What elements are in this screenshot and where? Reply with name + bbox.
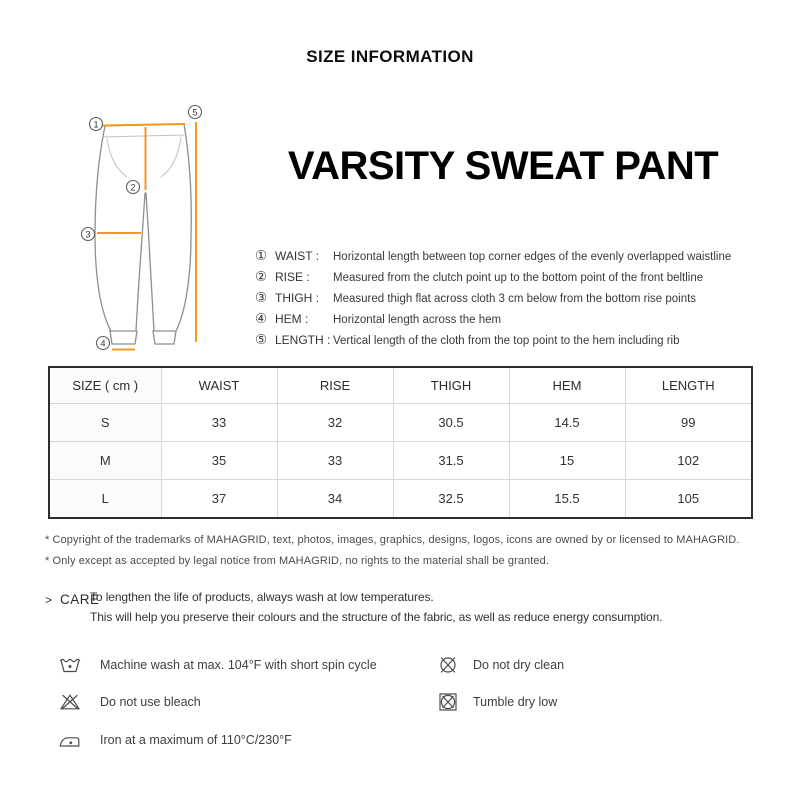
waist-cell: 37 bbox=[161, 480, 277, 519]
col-header-hem: HEM bbox=[509, 367, 625, 404]
measurement-item-thigh bbox=[255, 287, 765, 308]
table-row-s bbox=[49, 404, 752, 442]
col-header-waist: WAIST bbox=[161, 367, 277, 404]
col-header-length: LENGTH bbox=[625, 367, 752, 404]
length-cell: 105 bbox=[625, 480, 752, 519]
measurement-number: ① bbox=[255, 248, 268, 263]
care-description-line-1: To lengthen the life of products, always wash at low temperatures. bbox=[90, 590, 434, 604]
waist-cell: 33 bbox=[161, 404, 277, 442]
col-header-rise: RISE bbox=[277, 367, 393, 404]
svg-text:2: 2 bbox=[130, 182, 136, 193]
care-item-do-not-dry-clean bbox=[436, 652, 564, 678]
thigh-cell: 30.5 bbox=[393, 404, 509, 442]
do-not-bleach-icon bbox=[58, 692, 82, 712]
svg-text:4: 4 bbox=[100, 338, 106, 349]
pants-seams-graphic bbox=[104, 135, 184, 177]
waist-cell: 35 bbox=[161, 442, 277, 480]
copyright-notes bbox=[45, 530, 739, 572]
care-item-text: Tumble dry low bbox=[473, 695, 558, 709]
measurement-item-rise bbox=[255, 266, 765, 287]
iron-max-icon bbox=[58, 730, 82, 750]
hem-cell: 15.5 bbox=[509, 480, 625, 519]
rise-cell: 32 bbox=[277, 404, 393, 442]
tumble-dry-low-icon bbox=[436, 692, 460, 712]
svg-text:1: 1 bbox=[93, 119, 99, 130]
care-item-tumble-dry-low bbox=[436, 689, 557, 715]
care-item-machine-wash bbox=[58, 652, 377, 678]
care-item-text: Do not dry clean bbox=[473, 658, 565, 672]
marker-5 bbox=[189, 106, 202, 119]
measurement-item-hem bbox=[255, 308, 765, 329]
chevron-right-icon: > bbox=[45, 592, 53, 607]
do-not-dry-clean-icon bbox=[436, 655, 460, 675]
table-row-m bbox=[49, 442, 752, 480]
marker-1 bbox=[90, 118, 103, 131]
rise-cell: 34 bbox=[277, 480, 393, 519]
care-description bbox=[90, 588, 662, 627]
care-item-text: Do not use bleach bbox=[100, 695, 201, 709]
measurement-legend bbox=[255, 245, 765, 350]
size-cell: S bbox=[49, 404, 161, 442]
product-title: VARSITY SWEAT PANT bbox=[287, 144, 719, 188]
length-cell: 99 bbox=[625, 404, 752, 442]
measurement-item-length bbox=[255, 329, 765, 350]
care-item-text: Iron at a maximum of 110°C/230°F bbox=[100, 733, 292, 747]
table-row-l bbox=[49, 480, 752, 519]
measurement-label: THIGH : bbox=[275, 291, 319, 305]
svg-text:5: 5 bbox=[192, 107, 198, 118]
measurement-description: Measured from the clutch point up to the bottom point of the front beltline bbox=[333, 272, 704, 284]
measurement-description: Vertical length of the cloth from the top point to the hem including rib bbox=[333, 335, 680, 347]
measurement-number: ② bbox=[255, 269, 268, 284]
measurement-number: ④ bbox=[255, 311, 268, 326]
col-header-thigh: THIGH bbox=[393, 367, 509, 404]
length-cell: 102 bbox=[625, 442, 752, 480]
care-label: CARE bbox=[60, 592, 100, 607]
copyright-note-1: * Copyright of the trademarks of MAHAGRID, text, photos, images, graphics, designs, logos, icons are owned by or licensed to MAHAGRID. bbox=[45, 534, 740, 546]
size-cell: L bbox=[49, 480, 161, 519]
care-item-do-not-bleach bbox=[58, 689, 201, 715]
care-item-iron-max bbox=[58, 727, 292, 753]
copyright-note-2: * Only except as accepted by legal notice from MAHAGRID, no rights to the material shall be granted. bbox=[45, 555, 550, 567]
size-table-header-row bbox=[49, 367, 752, 404]
size-table bbox=[48, 366, 753, 519]
svg-text:3: 3 bbox=[85, 229, 91, 240]
thigh-cell: 32.5 bbox=[393, 480, 509, 519]
measurement-number: ③ bbox=[255, 290, 268, 305]
measurement-label: WAIST : bbox=[275, 249, 320, 263]
measurement-label: LENGTH : bbox=[275, 333, 331, 347]
measurement-description: Horizontal length across the hem bbox=[333, 314, 502, 326]
pants-measurement-diagram bbox=[70, 100, 210, 360]
measurement-label: RISE : bbox=[275, 270, 310, 284]
marker-3 bbox=[82, 228, 95, 241]
hem-cell: 14.5 bbox=[509, 404, 625, 442]
measurement-description: Measured thigh flat across cloth 3 cm below from the bottom rise points bbox=[333, 293, 697, 305]
measurement-description: Horizontal length between top corner edges of the evenly overlapped waistline bbox=[333, 251, 732, 263]
hem-cell: 15 bbox=[509, 442, 625, 480]
thigh-cell: 31.5 bbox=[393, 442, 509, 480]
care-description-line-2: This will help you preserve their colours and the structure of the fabric, as well as reduce energy consumption. bbox=[90, 609, 663, 624]
machine-wash-icon bbox=[58, 655, 82, 675]
col-header-size: SIZE ( cm ) bbox=[49, 367, 161, 404]
marker-2 bbox=[127, 181, 140, 194]
waist-measure-line bbox=[103, 124, 185, 126]
diagram-markers bbox=[82, 106, 202, 350]
measurement-label: HEM : bbox=[275, 312, 309, 326]
measurement-number: ⑤ bbox=[255, 332, 268, 347]
measurement-item-waist bbox=[255, 245, 765, 266]
size-cell: M bbox=[49, 442, 161, 480]
marker-4 bbox=[97, 337, 110, 350]
care-item-text: Machine wash at max. 104°F with short spin cycle bbox=[100, 658, 377, 672]
page-title: SIZE INFORMATION bbox=[306, 47, 474, 66]
rise-cell: 33 bbox=[277, 442, 393, 480]
